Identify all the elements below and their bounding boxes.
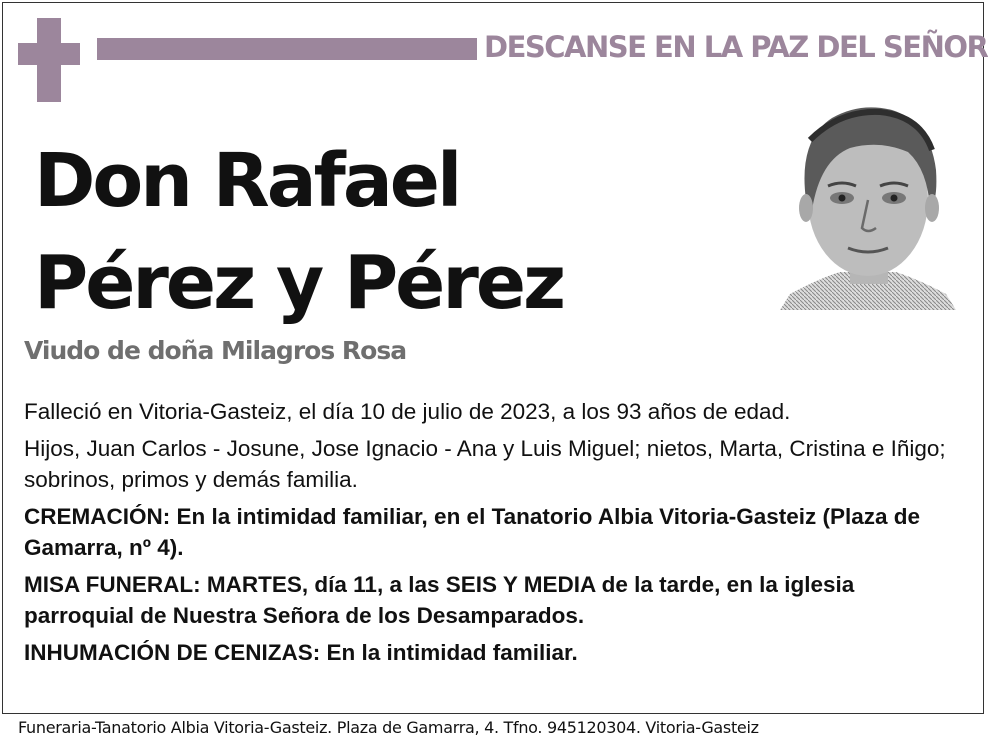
family-list: Hijos, Juan Carlos - Josune, Jose Ignacio - Ana y Luis Miguel; nietos, Marta, Cristina e Iñigo; sobrinos, primos y demás familia.	[24, 436, 946, 492]
obituary-body	[24, 396, 954, 674]
name-line-1: Don Rafael	[34, 138, 460, 224]
cremation-info: CREMACIÓN: En la intimidad familiar, en el Tanatorio Albia Vitoria-Gasteiz (Plaza de Gamarra, nº 4).	[24, 504, 921, 560]
portrait-photo	[780, 100, 956, 310]
funeral-mass-info: MISA FUNERAL: MARTES, día 11, a las SEIS Y MEDIA de la tarde, en la iglesia parroquial de Nuestra Señora de los Desamparados.	[24, 572, 855, 628]
widow-subtitle: Viudo de doña Milagros Rosa	[24, 336, 407, 365]
name-line-2: Pérez y Pérez	[34, 240, 564, 326]
deceased-name	[34, 130, 563, 334]
header-banner: DESCANSE EN LA PAZ DEL SEÑOR	[484, 30, 988, 64]
header-bar	[97, 38, 477, 60]
funeral-home-footer: Funeraria-Tanatorio Albia Vitoria-Gasteiz. Plaza de Gamarra, 4. Tfno. 945120304. Vitoria-Gasteiz	[18, 718, 759, 737]
death-notice: Falleció en Vitoria-Gasteiz, el día 10 de julio de 2023, a los 93 años de edad.	[24, 399, 791, 424]
inhumation-info: INHUMACIÓN DE CENIZAS: En la intimidad familiar.	[24, 640, 578, 665]
